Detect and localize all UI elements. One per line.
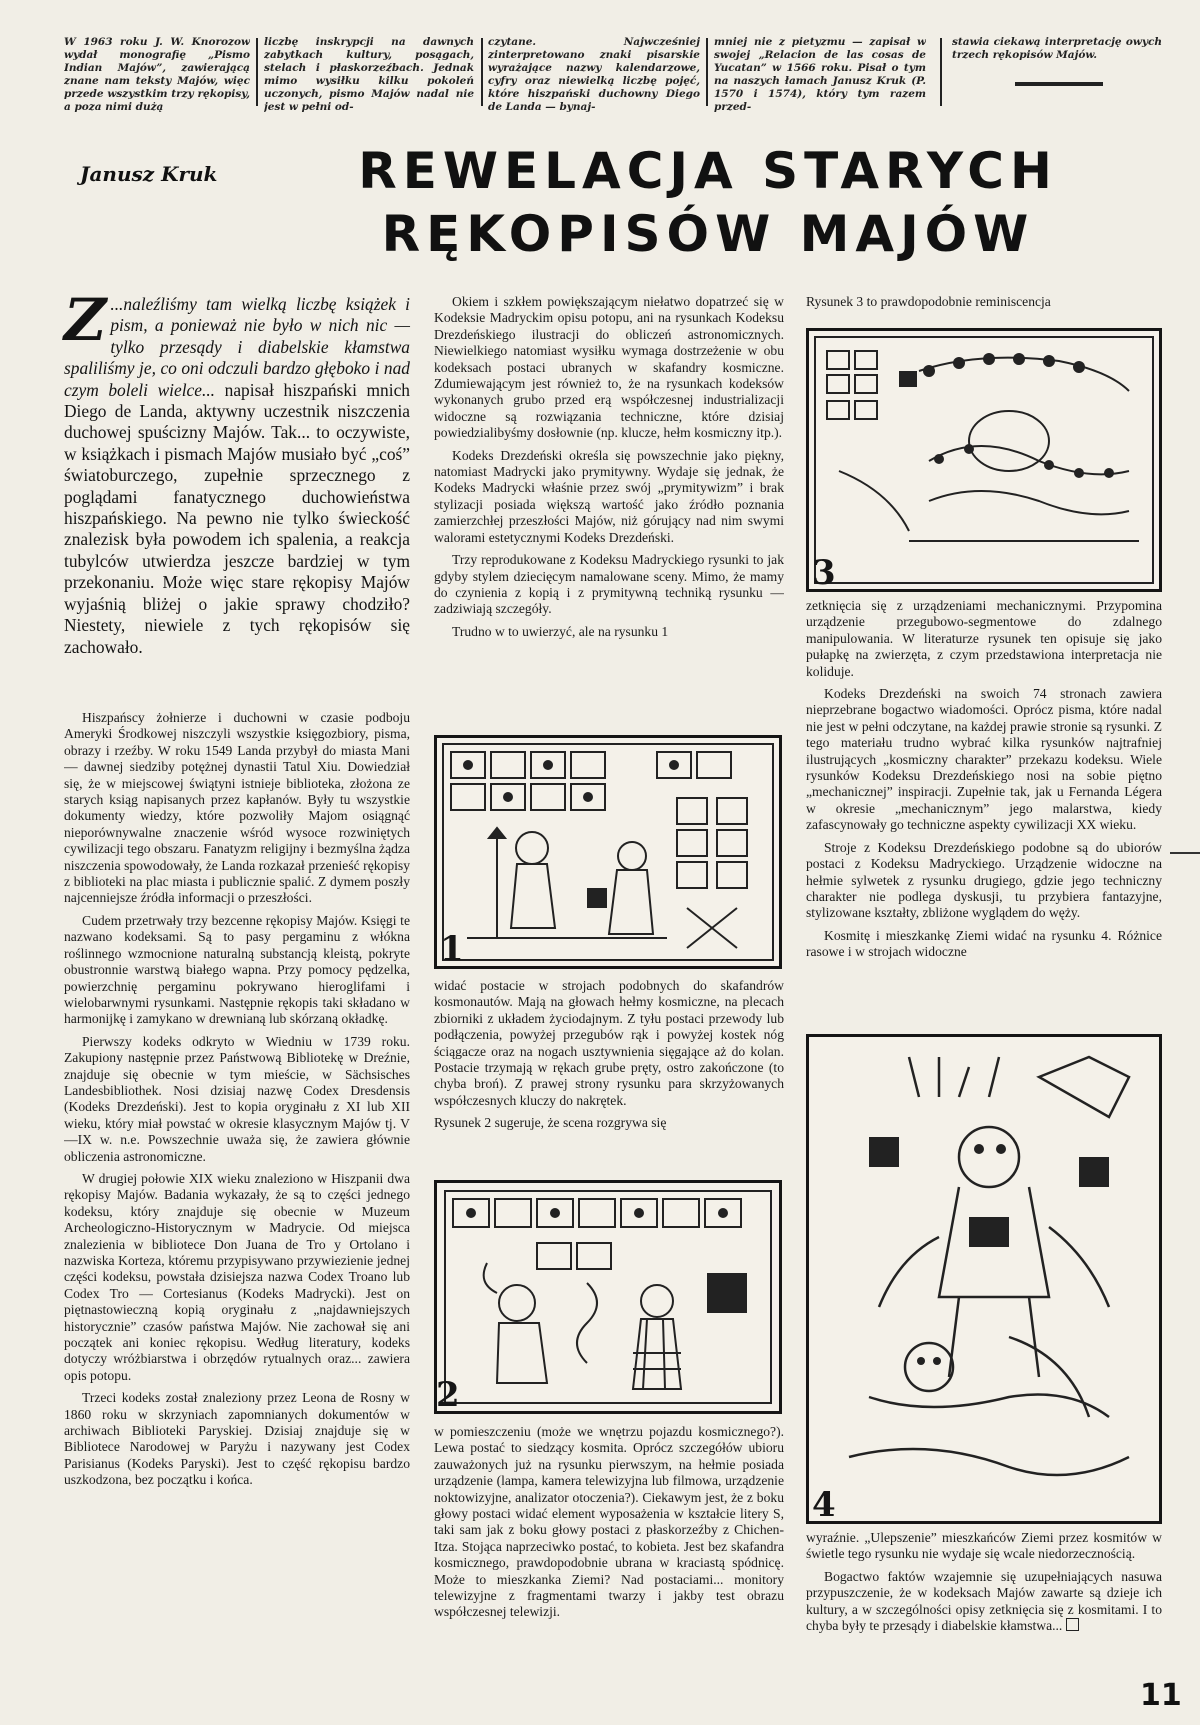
paragraph: Kodeks Drezdeński na swoich 74 stronach zawiera nieprzebrane bogactwo wiadomości. Oprócz pisma, które nadal nie jest w pełni odczytane, na każdej prawie stronie są rysunki. Z tego materiału trudno wybrać kilka rysunków najtrafniej ilustrujących „kosmiczny charakter” przekazu kodeksu. Wiele rysunków Kodeksu Drezdeńskiego nosi na sobie piętno „mechanicznej” inspiracji. Zupełnie tak, jak u Fernanda Légera w okresie „mechanicznym” jego malarstwa, kiedy zafascynowały go techniczne aspekty cywilizacji XX wieku. (806, 686, 1162, 833)
closing-text: Bogactwo faktów wzajemnie się uzupełniających nasuwa przypuszczenie, że w kodeksach Majów zawarte są dzieje ich kultury, a w szczególności opisy zetknięcia się z kosmitami. I to chyba były te przesądy i diabelskie kłamstwa... (806, 1568, 1162, 1634)
column-2-bottom (434, 1424, 784, 1686)
paragraph: W drugiej połowie XIX wieku znaleziono w Hiszpanii dwa rękopisy Majów. Badania wykazały, że są to części jednego kodeksu, który znajduje się obecnie w Muzeum Archeologiczno-Historycznym w Madrycie. Od miejsca znalezienia w bibliotece Don Juana de Tro y Ortolano i nazwiska Korteza, któremu przypisywano przywiezienie jednej części kodeksu, powstała dzisiejsza nazwa Codex Troano lub Codex Tro — Cortesianus (Kodeks Madrycki). Jest on piętnastowieczną kopią oryginału z „najdawniejszych historycznie” czasów państwa Majów. Nie zachował się ani początek ani koniec rękopisu. Według literatury, kodeks dotyczy wróżbiarstwa i obrzędów rytualnych oraz... zawiera opis potopu. (64, 1170, 410, 1383)
figure-4-codex-drawing (806, 1034, 1162, 1524)
paragraph: Hiszpańscy żołnierze i duchowni w czasie podboju Ameryki Środkowej niszczyli wszystkie księgozbiory, pisma, obrazy i rzeźby. W roku 1549 Landa przybył do miasta Mani — dawnej siedziby potężnej dynastii Tatul Xiu. Dowiedział się, że w miejscowej świątyni istnieje biblioteka, złożona ze starych ksiąg napisanych przez kapłanów. Były tu wszystkie dokumenty wiedzy, które pozwoliły Majom osiągnąć nieporównywalne znaczenie wśród wysoce rozwiniętych cywilizacji tego obszaru. Fanatyzm religijny i bezmyślna żądza niszczenia spowodowały, że Landa rozkazał przenieść rękopisy z biblioteki na plac miasta i publicznie spalić. Z dymem poszły najcenniejsze źródła informacji o przeszłości. (64, 710, 410, 906)
author-name: Janusz Kruk (80, 162, 218, 186)
end-mark-icon (1066, 1618, 1079, 1631)
paragraph: Trzy reprodukowane z Kodeksu Madryckiego rysunki to jak gdyby stylem dziecięcym namalowane sceny. Mimo, że mamy do czynienia z kopią i z prymitywną techniką rysunku — zadziwiają szczegóły. (434, 552, 784, 617)
title-line-2: RĘKOPISÓW MAJÓW (381, 205, 1035, 263)
paragraph: Cudem przetrwały trzy bezcenne rękopisy Majów. Księgi te nazwano kodeksami. Są to pasy pergaminu z włókna roślinnego wzmocnione naturalną substancją kleistą, pokryte obustronnie warstwą białego wapna. Przy pomocy pędzelka, powierzchnię pergaminu pokrywano hieroglifami i wielobarwnymi rysunkami. Następnie rękopis taki składano w harmonijkę i zamykano w drewnianą lub skórzaną okładkę. (64, 912, 410, 1027)
paragraph: zetknięcia się z urządzeniami mechanicznymi. Przypomina urządzenie przegubowo-segmentowe do zdalnego manipulowania. W literaturze rysunek ten opisuje się jako pułapkę na zwierzęta, z czym przedstawiona interpretacja nie koliduje. (806, 598, 1162, 679)
figure-3-number: 3 (812, 553, 836, 593)
paragraph: Kodeks Drezdeński określa się powszechnie jako piękny, natomiast Madrycki jako prymitywny. Wydaje się jednak, że Kodeks Madrycki właśnie przez swój „prymitywizm” i brak stylizacji posiada większą wartość jako źródło poznania zamierzchłej przeszłości Majów, niż górujący nad nim swymi walorami estetycznymi Kodeks Drezdeński. (434, 447, 784, 545)
column-3-middle (806, 598, 1162, 1018)
paragraph: Pierwszy kodeks odkryto w Wiedniu w 1739 roku. Zakupiony następnie przez Państwową Bibliotekę w Dreźnie, znajduje się obecnie w tym mieście, w Sächsisches Landesbibliothek. Nosi dzisiaj nazwę Codex Dresdensis (Kodeks Drezdeński). Jest to kopia oryginału z XI lub XII wieku, który miał powstać w okresie klasycznym Majów tj. V—IX w. n.e. Powszechnie uważa się, że zawiera głównie obliczenia astronomiczne. (64, 1033, 410, 1164)
column-rule (940, 38, 942, 106)
column-rule (706, 38, 708, 106)
paragraph: Rysunek 3 to prawdopodobnie reminiscencja (806, 294, 1051, 309)
column-2-middle (434, 978, 784, 1154)
paragraph: Rysunek 2 sugeruje, że scena rozgrywa się (434, 1115, 667, 1131)
page-number: 11 (1140, 1678, 1182, 1713)
figure-1-codex-drawing (434, 735, 782, 969)
paragraph: Okiem i szkłem powiększającym niełatwo dopatrzeć się w Kodeksie Madryckim opisu potopu, ani na rysunkach Kodeksu Drezdeńskiego ilustracji do obliczeń astronomicznych. Niewielkiego natomiast wysiłku wymaga dostrzeżenie w obu kodeksach postaci ubranych w skafandry kosmiczne. Zdumiewającym jest również to, że na rysunkach kodeksów wykonanych grubo przed erą współczesnej industrializacji widoczne są rozwiązania techniczne, które dzisiaj powiedzialibyśmy dosłownie (np. klucze, hełm kosmiczny itp.). (434, 294, 784, 441)
paragraph: wyraźnie. „Ulepszenie” mieszkańców Ziemi przez kosmitów w świetle tego rysunku nie wydaje się wcale niedorzecznością. (806, 1530, 1162, 1562)
lead-quote: ...naleźliśmy tam wielką liczbę książek i pism, a ponieważ nie było w nich nic — tylko przesądy i diabelskie kłamstwa spaliliśmy je, co oni odczuli bardzo głęboko i nad czym boleli wielce... (64, 294, 410, 400)
paragraph: Trzeci kodeks został znaleziony przez Leona de Rosny w 1860 roku w skrzyniach zapomnianych dokumentów w archiwach Biblioteki Paryskiej. Dzisiaj znajduje się w Bibliotece Narodowej w Paryżu i nazywany jest Codex Parisianus (Kodeks Paryski). Jest to część rękopisu bardzo uszkodzona, bez początku i końca. (64, 1390, 410, 1488)
intro-column-2: liczbę inskrypcji na dawnych zabytkach kultury, posągach, stelach i płaskorzeźbach. Jednak mimo wysiłku kilku pokoleń uczonych, pismo Majów nadal nie jest w pełni od- (264, 36, 474, 113)
paragraph: widać postacie w strojach podobnych do skafandrów kosmonautów. Mają na głowach hełmy kosmiczne, na plecach zbiorniki z układem życiodajnym. Z tyłu postaci przewody lub podłączenia, powyżej przegubów rąk i powyżej kostek nóg ściągacze oraz na nogach usztywnienia sięgające aż do kolan. Postacie trzymają w rękach grube pręty, ostro zakończone (to chyba broń). Z prawej strony rysunku para skrzyżowanych współczesnych kluczy do nakrętek. (434, 978, 784, 1108)
paragraph: Kosmitę i mieszkankę Ziemi widać na rysunku 4. Różnice rasowe i w strojach widoczne (806, 927, 1162, 960)
lead-text: napisał hiszpański mnich Diego de Landa, aktywny uczestnik niszczenia duchowej spuścizny Majów. Tak... to oczywiste, w książkach i pismach Majów musiało być „coś” światoburczego, zupełnie sprzecznego z poglądami fanatycznego duchowieństwa hiszpańskiego. Na pewno nie tylko świeckość znalezisk była powodem ich spalenia, a reakcja tubylców utwierdza jeszcze bardziej w tym przekonaniu. Może więc stare rękopisy Majów wyjaśnią bliżej o jakie sprawy chodziło? Niestety, niewiele z tych rękopisów się zachowało. (64, 379, 410, 657)
drop-cap: Z (64, 286, 107, 354)
paragraph: w pomieszczeniu (może we wnętrzu pojazdu kosmicznego?). Lewa postać to siedzący kosmita. Oprócz szczegółów ubioru zauważonych już na rysunku pierwszym, na hełmie posiada urządzenie (lampa, kamera telewizyjna lub filmowa, urządzenie noktowizyjne, analizator otoczenia?). Ciekawym jest, że z boku głowy postaci widać element wyposażenia w kształcie litery S, taki sam jak z boku głowy postaci z płaskorzeźby z Chichen-Itza. Stojąca naprzeciwko postać, to kobieta. Jest bez skafandra kosmicznego, prawdopodobnie ubrana w kraciastą spódnicę. Może to mieszkanka Ziemi? Nad postaciami... monitory telewizyjne z fragmentami twarzy i jakby test obrazu współczesnej telewizji. (434, 1424, 784, 1620)
column-rule (481, 38, 483, 106)
figure-2-codex-drawing (434, 1180, 782, 1414)
figure-3-codex-drawing (806, 328, 1162, 592)
column-2-top (434, 294, 784, 714)
intro-column-5: stawia ciekawą interpretację owych trzech rękopisów Majów. (952, 36, 1162, 61)
margin-tick (1170, 852, 1200, 854)
intro-column-3: czytane. Najwcześniej zinterpretowano znaki pisarskie wyrażające nazwy kalendarzowe, cyfry oraz niewielką liczbę pojęć, które hiszpański duchowny Diego de Landa — bynaj- (488, 36, 700, 113)
paragraph: Trudno w to uwierzyć, ale na rysunku 1 (452, 623, 669, 639)
figure-1-number: 1 (440, 929, 464, 969)
paragraph: Stroje z Kodeksu Drezdeńskiego podobne są do ubiorów postaci z Kodeksu Madryckiego. Urządzenie widoczne na hełmie sylwetek z rysunku drugiego, gdzie jego techniczny charakter nie podlega dyskusji, tu przybiera fantazyjne, stylizowane kształty, zbliżone wyglądem do węży. (806, 839, 1162, 921)
figure-4-number: 4 (812, 1485, 836, 1525)
column-1-body (64, 710, 410, 1690)
intro-dash (1015, 82, 1103, 86)
figure-2-number: 2 (436, 1375, 460, 1415)
intro-column-4: mniej nie z pietyzmu — zapisał w swojej „Relacion de las cosas de Yucatan” w 1566 roku. Pisał o tym na naszych łamach Janusz Kruk (P. 1570 i 1574), który tym razem przed- (714, 36, 926, 113)
column-3-top (806, 294, 1162, 316)
column-3-bottom (806, 1530, 1162, 1680)
title-line-1: REWELACJA STARYCH (358, 142, 1058, 200)
column-rule (256, 38, 258, 106)
paragraph (806, 1569, 1162, 1635)
lead-paragraph (64, 286, 410, 658)
intro-column-1: W 1963 roku J. W. Knorozow wydał monografię „Pismo Indian Majów”, zawierającą znane nam teksty Majów, więc przede wszystkim trzy rękopisy, a poza nimi dużą (64, 36, 250, 113)
